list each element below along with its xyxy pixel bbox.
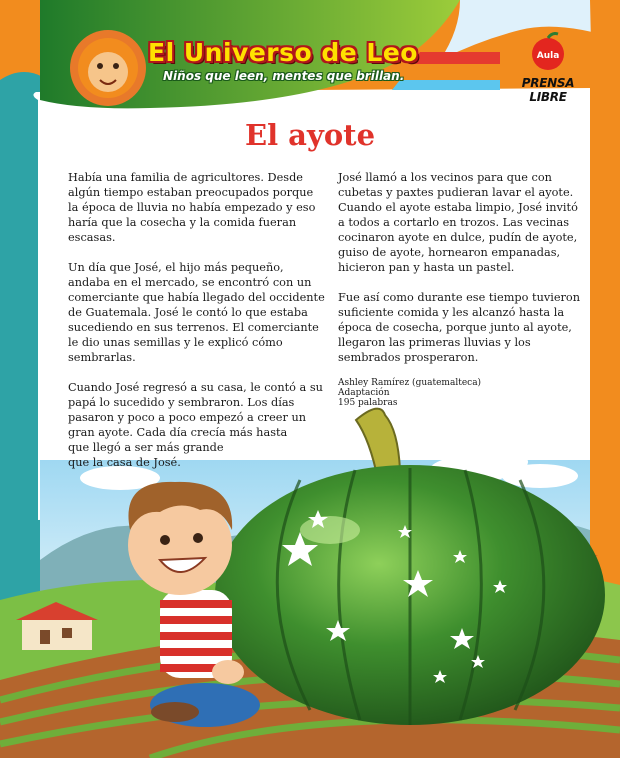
text-line: haría que la cosecha y la comida fueran bbox=[68, 216, 297, 229]
text-line: a todos a cortarlo en trozos. Las vecinas bbox=[338, 216, 570, 229]
story-left-column bbox=[68, 170, 330, 485]
text-line: hicieron pan y hasta un pastel. bbox=[338, 261, 515, 274]
text-line: Había una familia de agricultores. Desde bbox=[68, 171, 303, 184]
text-line: gran ayote. Cada día crecía más hasta bbox=[68, 426, 288, 439]
text-line: que llegó a ser más grande bbox=[68, 441, 224, 454]
text-line: Fue así como durante ese tiempo tuvieron bbox=[338, 291, 581, 304]
text-line: José llamó a los vecinos para que con bbox=[338, 171, 552, 184]
story-paragraph bbox=[68, 260, 330, 365]
text-line: algún tiempo estaban preocupados porque bbox=[68, 186, 314, 199]
text-line: época de cosecha, porque junto al ayote, bbox=[338, 321, 572, 334]
text-line: comerciante que había llegado del occidente bbox=[68, 291, 325, 304]
text-line: Cuando el ayote estaba limpio, José invitó bbox=[338, 201, 578, 214]
text-line: andaba en el mercado, se encontró con un bbox=[68, 276, 312, 289]
text-line: papá lo sucedido y sembraron. Los días bbox=[68, 396, 295, 409]
text-line: sucediendo en sus terrenos. El comerciante bbox=[68, 321, 319, 334]
text-line: pasaron y poco a poco empezó a creer un bbox=[68, 411, 306, 424]
author-name: Ashley Ramírez (guatemalteca) bbox=[338, 378, 482, 388]
story-paragraph bbox=[338, 290, 586, 365]
publisher-name: PRENSA LIBRE bbox=[521, 76, 575, 104]
text-line: suficiente comida y les alcanzó hasta la bbox=[338, 306, 565, 319]
text-line: Un día que José, el hijo más pequeño, bbox=[68, 261, 284, 274]
story-credit bbox=[338, 378, 586, 408]
text-line: cubetas y paxtes pudieran lavar el ayote. bbox=[338, 186, 574, 199]
text-line: llegaron las primeras lluvias y los bbox=[338, 336, 531, 349]
story-title: El ayote bbox=[244, 118, 376, 152]
publisher-logo-text: Aula bbox=[536, 51, 560, 61]
brand-title: El Universo de Leo bbox=[148, 38, 418, 67]
story-paragraph bbox=[68, 170, 330, 245]
story-paragraph bbox=[68, 380, 330, 470]
text-line: de Guatemala. José le contó lo que estaba bbox=[68, 306, 308, 319]
text-line: la época de lluvia no había empezado y eso bbox=[68, 201, 316, 214]
text-line: que la casa de José. bbox=[68, 456, 181, 469]
brand-tagline: Niños que leen, mentes que brillan. bbox=[163, 69, 405, 83]
text-line: le dio unas semillas y le explicó cómo bbox=[68, 336, 283, 349]
lion-mascot-logo bbox=[70, 30, 146, 106]
adaptation-note: Adaptación bbox=[338, 388, 390, 398]
text-line: cocinaron ayote en dulce, pudín de ayote, bbox=[338, 231, 578, 244]
text-line: guiso de ayote, hornearon empanadas, bbox=[338, 246, 561, 259]
text-line: sembrarlas. bbox=[68, 351, 136, 364]
text-line: Cuando José regresó a su casa, le contó a su bbox=[68, 381, 323, 394]
text-line: escasas. bbox=[68, 231, 116, 244]
word-count: 195 palabras bbox=[338, 398, 398, 408]
story-right-column bbox=[338, 170, 586, 408]
text-line: sembrados prosperaron. bbox=[338, 351, 479, 364]
story-paragraph bbox=[338, 170, 586, 275]
